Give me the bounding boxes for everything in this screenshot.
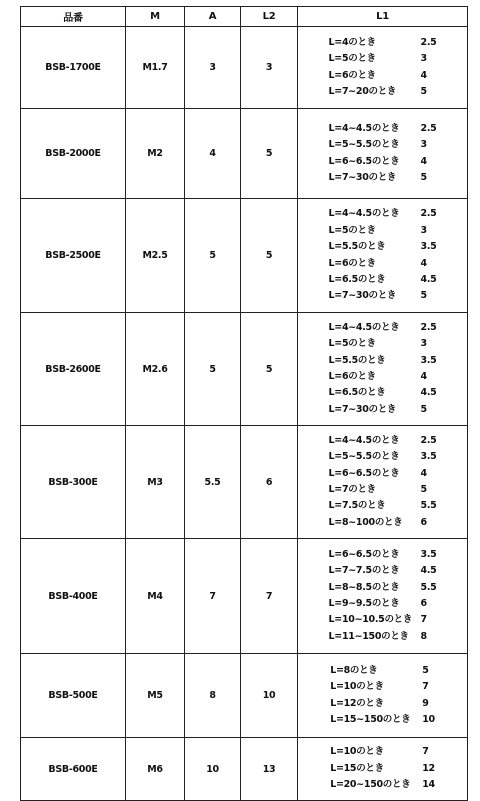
l1-value: 3 xyxy=(420,139,427,151)
l1-value: 5 xyxy=(420,171,427,183)
cell-l1 xyxy=(298,199,468,313)
l1-line xyxy=(329,596,437,612)
cell-l2: 5 xyxy=(241,313,298,426)
cell-l2: 7 xyxy=(241,539,298,654)
l1-line xyxy=(329,547,437,563)
l1-line xyxy=(329,137,437,153)
cell-m: M2 xyxy=(126,109,185,199)
l1-line xyxy=(329,223,437,239)
cell-l1 xyxy=(298,654,468,738)
l1-value: 14 xyxy=(422,779,435,791)
l1-condition: L=6~6.5のとき xyxy=(328,155,400,167)
l1-condition: L=8~100のとき xyxy=(328,516,403,528)
cell-l2: 5 xyxy=(241,199,298,313)
cell-a: 10 xyxy=(185,738,241,801)
l1-condition: L=7~20のとき xyxy=(328,85,397,97)
l1-line xyxy=(330,744,435,760)
cell-part-no: BSB-300E xyxy=(21,426,126,539)
l1-condition: L=6.5のとき xyxy=(328,387,386,399)
l1-value: 2.5 xyxy=(420,321,437,333)
l1-line xyxy=(329,272,437,288)
l1-condition: L=7~30のとき xyxy=(328,171,397,183)
l1-value: 4 xyxy=(420,155,427,167)
cell-part-no: BSB-2600E xyxy=(21,313,126,426)
l1-line xyxy=(329,353,437,369)
cell-a: 8 xyxy=(185,654,241,738)
table-row xyxy=(21,738,468,801)
header-l2: L2 xyxy=(241,7,298,27)
l1-line xyxy=(329,35,437,51)
l1-value: 4 xyxy=(420,69,427,81)
l1-line xyxy=(329,482,437,498)
l1-line xyxy=(330,777,435,793)
l1-condition: L=5~5.5のとき xyxy=(328,139,400,151)
l1-condition: L=15のとき xyxy=(330,762,384,774)
l1-condition: L=6のとき xyxy=(328,257,376,269)
l1-line xyxy=(329,320,437,336)
cell-m: M2.5 xyxy=(126,199,185,313)
cell-a: 7 xyxy=(185,539,241,654)
l1-line xyxy=(329,580,437,596)
table-row xyxy=(21,199,468,313)
l1-line xyxy=(329,563,437,579)
l1-condition: L=5~5.5のとき xyxy=(328,451,400,463)
l1-value: 3.5 xyxy=(420,451,437,463)
l1-line xyxy=(329,369,437,385)
cell-a: 5.5 xyxy=(185,426,241,539)
cell-l1 xyxy=(298,27,468,109)
l1-condition: L=12のとき xyxy=(330,697,384,709)
l1-list xyxy=(329,320,437,418)
l1-condition: L=6のとき xyxy=(328,69,376,81)
cell-part-no: BSB-500E xyxy=(21,654,126,738)
cell-m: M5 xyxy=(126,654,185,738)
l1-list xyxy=(329,121,437,187)
table-row xyxy=(21,313,468,426)
l1-line xyxy=(329,288,437,304)
l1-line xyxy=(329,206,437,222)
l1-line xyxy=(330,712,435,728)
cell-part-no: BSB-2500E xyxy=(21,199,126,313)
l1-list xyxy=(330,663,435,729)
l1-line xyxy=(329,612,437,628)
l1-line xyxy=(329,385,437,401)
l1-value: 7 xyxy=(422,681,429,693)
l1-value: 3.5 xyxy=(420,241,437,253)
l1-condition: L=10のとき xyxy=(330,746,384,758)
l1-value: 3 xyxy=(420,224,427,236)
l1-line xyxy=(330,679,435,695)
l1-value: 5 xyxy=(422,664,429,676)
l1-condition: L=4~4.5のとき xyxy=(328,434,400,446)
l1-condition: L=7~30のとき xyxy=(328,403,397,415)
l1-value: 4.5 xyxy=(420,273,437,285)
cell-m: M1.7 xyxy=(126,27,185,109)
l1-value: 3.5 xyxy=(420,548,437,560)
l1-value: 4 xyxy=(420,371,427,382)
l1-condition: L=6.5のとき xyxy=(328,273,386,285)
cell-l1 xyxy=(298,313,468,426)
l1-condition: L=20~150のとき xyxy=(330,779,411,791)
l1-list xyxy=(329,35,437,101)
l1-value: 5 xyxy=(420,290,427,302)
table-header xyxy=(21,7,468,27)
l1-line xyxy=(329,433,437,449)
l1-condition: L=5.5のとき xyxy=(328,354,386,366)
l1-value: 6 xyxy=(420,598,427,609)
cell-l2: 13 xyxy=(241,738,298,801)
cell-l1 xyxy=(298,539,468,654)
cell-l2: 6 xyxy=(241,426,298,539)
cell-part-no: BSB-400E xyxy=(21,539,126,654)
cell-l2: 3 xyxy=(241,27,298,109)
cell-part-no: BSB-2000E xyxy=(21,109,126,199)
table-row xyxy=(21,109,468,199)
l1-condition: L=4のとき xyxy=(328,36,376,48)
l1-value: 8 xyxy=(420,630,427,642)
l1-line xyxy=(330,761,435,777)
l1-condition: L=7のとき xyxy=(328,484,376,495)
l1-value: 2.5 xyxy=(420,434,437,446)
l1-value: 10 xyxy=(422,713,435,725)
l1-line xyxy=(329,84,437,100)
cell-part-no: BSB-1700E xyxy=(21,27,126,109)
l1-condition: L=5のとき xyxy=(328,224,376,236)
table-row xyxy=(21,27,468,109)
l1-line xyxy=(329,154,437,170)
cell-m: M2.6 xyxy=(126,313,185,426)
l1-condition: L=10~10.5のとき xyxy=(328,614,413,626)
l1-line xyxy=(329,449,437,465)
l1-value: 5 xyxy=(420,85,427,97)
l1-condition: L=6のとき xyxy=(328,371,376,382)
l1-condition: L=9~9.5のとき xyxy=(328,598,400,609)
l1-line xyxy=(329,515,437,531)
l1-value: 7 xyxy=(420,614,427,626)
l1-line xyxy=(330,663,435,679)
cell-l1 xyxy=(298,738,468,801)
l1-value: 2.5 xyxy=(420,208,437,220)
l1-line xyxy=(329,121,437,137)
l1-value: 12 xyxy=(422,762,435,774)
l1-line xyxy=(329,498,437,514)
l1-line xyxy=(329,170,437,186)
cell-m: M4 xyxy=(126,539,185,654)
l1-value: 7 xyxy=(422,746,429,758)
l1-condition: L=10のとき xyxy=(330,681,384,693)
table-body xyxy=(21,27,468,801)
l1-value: 9 xyxy=(422,697,429,709)
cell-l1 xyxy=(298,426,468,539)
l1-line xyxy=(330,696,435,712)
table-row xyxy=(21,654,468,738)
l1-value: 3 xyxy=(420,338,427,350)
l1-list xyxy=(329,547,437,645)
cell-part-no: BSB-600E xyxy=(21,738,126,801)
l1-value: 5.5 xyxy=(420,500,437,512)
cell-a: 4 xyxy=(185,109,241,199)
l1-condition: L=8~8.5のとき xyxy=(328,581,400,593)
l1-condition: L=15~150のとき xyxy=(330,713,411,725)
cell-a: 3 xyxy=(185,27,241,109)
cell-m: M6 xyxy=(126,738,185,801)
l1-list xyxy=(329,206,437,304)
l1-value: 5 xyxy=(420,484,427,495)
l1-condition: L=7~30のとき xyxy=(328,290,397,302)
l1-value: 2.5 xyxy=(420,36,437,48)
header-part-no: 品番 xyxy=(21,7,126,27)
spec-table xyxy=(20,6,468,801)
l1-condition: L=6~6.5のとき xyxy=(328,548,400,560)
l1-value: 4 xyxy=(420,257,427,269)
l1-line xyxy=(329,336,437,352)
l1-condition: L=8のとき xyxy=(330,664,378,676)
l1-line xyxy=(329,239,437,255)
l1-line xyxy=(329,466,437,482)
cell-a: 5 xyxy=(185,313,241,426)
l1-list xyxy=(329,433,437,531)
l1-value: 2.5 xyxy=(420,122,437,134)
l1-condition: L=4~4.5のとき xyxy=(328,208,400,220)
l1-line xyxy=(329,256,437,272)
l1-value: 4.5 xyxy=(420,565,437,577)
l1-condition: L=7.5のとき xyxy=(328,500,386,512)
header-l1: L1 xyxy=(298,7,468,27)
header-m: M xyxy=(126,7,185,27)
l1-condition: L=5のとき xyxy=(328,338,376,350)
l1-line xyxy=(329,402,437,418)
cell-l2: 5 xyxy=(241,109,298,199)
l1-value: 4 xyxy=(420,467,427,479)
l1-condition: L=4~4.5のとき xyxy=(328,122,400,134)
l1-line xyxy=(329,51,437,67)
l1-value: 6 xyxy=(420,516,427,528)
l1-value: 4.5 xyxy=(420,387,437,399)
l1-line xyxy=(329,629,437,645)
l1-condition: L=11~150のとき xyxy=(328,630,409,642)
l1-line xyxy=(329,68,437,84)
l1-value: 5 xyxy=(420,403,427,415)
l1-value: 3 xyxy=(420,53,427,65)
cell-m: M3 xyxy=(126,426,185,539)
table-row xyxy=(21,539,468,654)
table-row xyxy=(21,426,468,539)
cell-l2: 10 xyxy=(241,654,298,738)
header-row xyxy=(21,7,468,27)
header-a: A xyxy=(185,7,241,27)
l1-condition: L=4~4.5のとき xyxy=(328,321,400,333)
cell-l1 xyxy=(298,109,468,199)
l1-value: 3.5 xyxy=(420,354,437,366)
cell-a: 5 xyxy=(185,199,241,313)
l1-condition: L=5.5のとき xyxy=(328,241,386,253)
l1-condition: L=5のとき xyxy=(328,53,376,65)
l1-list xyxy=(330,744,435,793)
l1-condition: L=7~7.5のとき xyxy=(328,565,400,577)
l1-condition: L=6~6.5のとき xyxy=(328,467,400,479)
l1-value: 5.5 xyxy=(420,581,437,593)
